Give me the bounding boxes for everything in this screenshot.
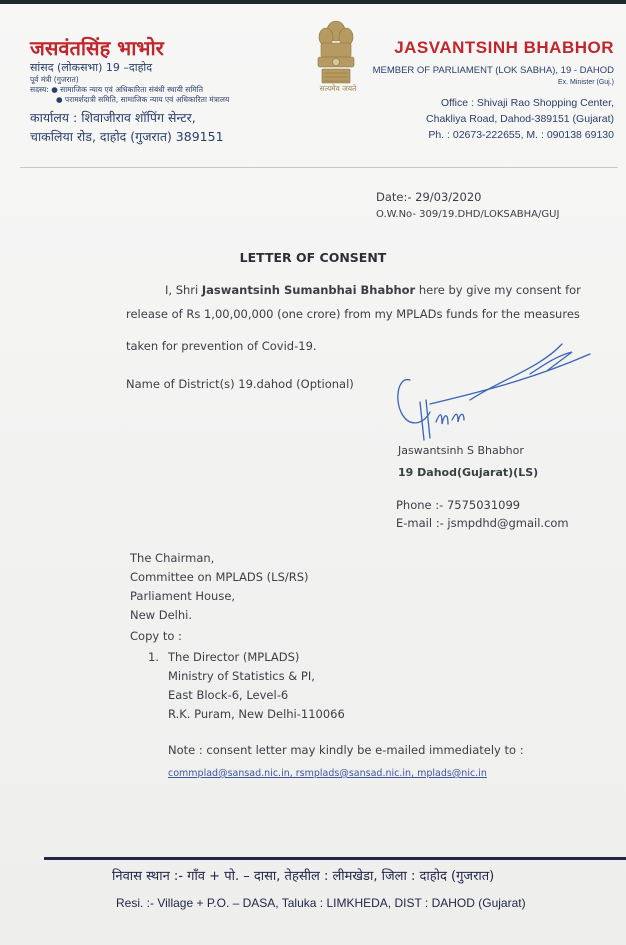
consent-paragraph-line1	[165, 283, 581, 297]
contact-email: E-mail :- jsmpdhd@gmail.com	[396, 516, 569, 530]
consenter-name: Jaswantsinh Sumanbhai Bhabhor	[201, 283, 416, 297]
addressee-line: Parliament House,	[130, 589, 236, 603]
office-english-line1: Office : Shivaji Rao Shopping Center,	[440, 97, 614, 109]
addressee-line: The Chairman,	[130, 551, 215, 565]
outward-number: O.W.No- 309/19.DHD/LOKSABHA/GUJ	[376, 209, 560, 220]
ex-minister-hindi: पूर्व मंत्री (गुजरात)	[30, 75, 79, 84]
addressee-line: New Delhi.	[130, 608, 193, 622]
office-hindi-line2: चाकलिया रोड, दाहोद (गुजरात) 389151	[30, 129, 224, 144]
copy-recipient-line: R.K. Puram, New Delhi-110066	[168, 707, 345, 721]
name-english: JASVANTSINH BHABHOR	[394, 38, 614, 57]
committee-member-b: ● परामर्शदात्री समिति, सामाजिक न्याय एवं अधिकारिता मंत्रालय	[56, 95, 230, 104]
copy-recipient-line	[148, 650, 300, 664]
addressee-line: Committee on MPLADS (LS/RS)	[130, 570, 309, 584]
member-english: MEMBER OF PARLIAMENT (LOK SABHA), 19 - DAHOD	[372, 65, 614, 76]
copy-item-number: 1.	[148, 650, 159, 664]
consent-suffix: here by give my consent for	[415, 283, 581, 297]
header-divider	[20, 167, 618, 168]
contact-phone: Phone :- 7575031099	[396, 498, 521, 512]
office-hindi-line1: कार्यालय : शिवाजीराव शॉपिंग सेन्टर,	[30, 110, 196, 125]
signatory-name: Jaswantsinh S Bhabhor	[398, 444, 524, 457]
letter-date: Date:- 29/03/2020	[376, 190, 482, 204]
copy-recipient-line: Ministry of Statistics & PI,	[168, 669, 315, 683]
residence-english: Resi. :- Village + P.O. – DASA, Taluka : LIMKHEDA, DIST : DAHOD (Gujarat)	[116, 896, 526, 910]
email-note: Note : consent letter may kindly be e-mailed immediately to :	[168, 743, 524, 757]
district-name: Name of District(s) 19.dahod (Optional)	[126, 377, 354, 391]
office-english-phone: Ph. : 02673-222655, M. : 090138 69130	[428, 129, 614, 141]
name-hindi: जसवंतसिंह भाभोर	[30, 36, 164, 60]
footer-divider	[44, 857, 626, 860]
office-english-line2: Chakliya Road, Dahod-389151 (Gujarat)	[426, 113, 614, 125]
top-border	[0, 0, 626, 4]
letterhead-english	[364, 38, 614, 143]
signatory-constituency: 19 Dahod(Gujarat)(LS)	[398, 466, 539, 479]
consent-paragraph-line2: release of Rs 1,00,00,000 (one crore) from my MPLADs funds for the measures	[126, 307, 580, 321]
designation-hindi: सांसद (लोकसभा) 19 –दाहोद	[30, 61, 153, 74]
letter-title: LETTER OF CONSENT	[239, 250, 387, 265]
note-email-links[interactable]: commplad@sansad.nic.in, rsmplads@sansad.nic.in, mplads@nic.in	[168, 768, 487, 779]
copy-recipient-line: East Block-6, Level-6	[168, 688, 289, 702]
residence-hindi: निवास स्थान :- गाँव + पो. – दासा, तेहसील : लीमखेडा, जिला : दाहोद (गुजरात)	[112, 869, 495, 884]
consent-paragraph-line3: taken for prevention of Covid-19.	[126, 339, 317, 353]
copy-to-label: Copy to :	[130, 629, 182, 643]
copy-recipient-title: The Director (MPLADS)	[168, 650, 300, 664]
emblem-motto: सत्यमेव जयते	[319, 84, 357, 93]
committee-member-a: सदस्य: ● सामाजिक न्याय एवं अधिकारिता संबंधी स्थायी समिति	[30, 85, 203, 94]
letterhead-hindi	[30, 36, 290, 146]
consent-prefix: I, Shri	[165, 283, 202, 297]
ex-minister-english: Ex. Minister (Guj.)	[557, 79, 614, 86]
